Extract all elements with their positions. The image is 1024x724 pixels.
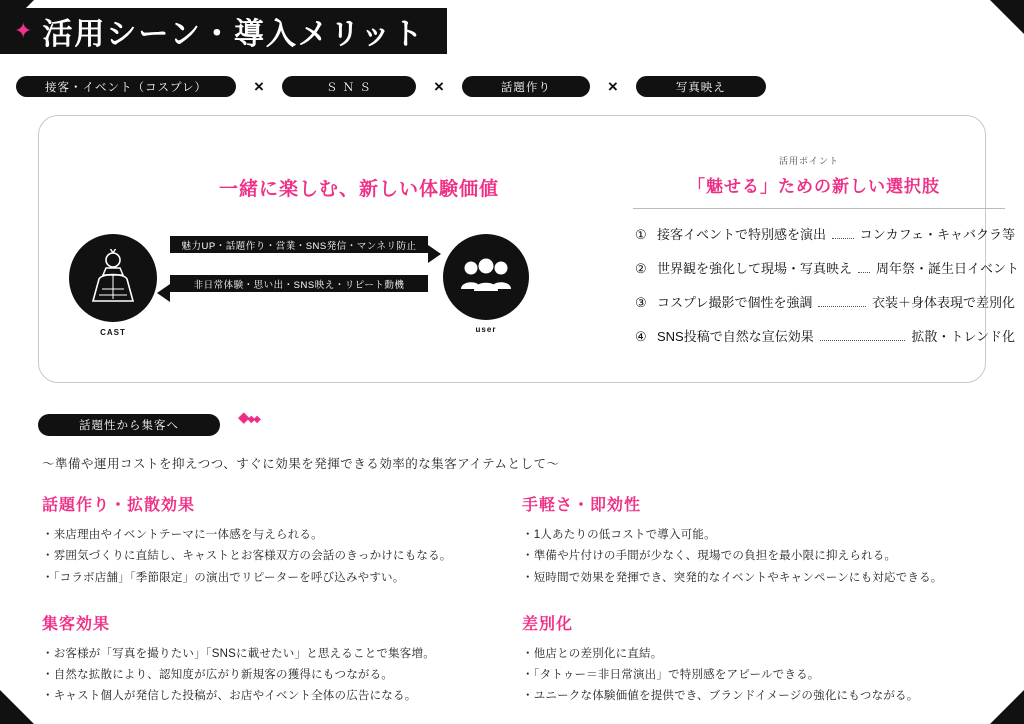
benefit-heading: 集客効果 <box>42 615 111 633</box>
usage-point-list <box>635 224 1020 360</box>
benefit-item: ・ユニークな体験価値を提供でき、ブランドイメージの強化にもつながる。 <box>522 690 919 703</box>
dot-leader <box>858 272 870 273</box>
usage-point-result: 拡散・トレンド化 <box>911 329 1015 344</box>
benefit-item: ・他店との差別化に直結。 <box>522 647 663 660</box>
benefits-column-right <box>522 492 992 724</box>
chip-separator-2: × <box>433 77 444 96</box>
keyword-chip-row <box>16 76 766 97</box>
usage-point-text: 世界観を強化して現場・写真映え <box>657 261 853 276</box>
usage-point-number: ② <box>635 261 647 276</box>
dot-leader <box>820 340 906 341</box>
usage-point-row <box>635 224 1015 243</box>
benefit-item: ・「タトゥー＝非日常演出」で特別感をアピールできる。 <box>522 669 820 682</box>
diagram-right-title: 「魅せる」ための新しい選択肢 <box>688 177 940 196</box>
benefit-item: ・「コラボ店舗」「季節限定」の演出でリピーターを呼び込みやすい。 <box>42 571 405 584</box>
dot-leader <box>818 306 866 307</box>
benefit-heading: 話題作り・拡散効果 <box>42 497 196 514</box>
sparkle-diamond-icon: ✦ <box>14 18 33 43</box>
page-title: 活用シーン・導入メリット <box>42 17 425 52</box>
cast-figure-icon <box>86 249 140 307</box>
arrow-cast-to-user <box>170 236 428 253</box>
corner-mark-top-right <box>990 0 1024 34</box>
value-diagram-card <box>38 115 1020 383</box>
arrow-head-right-icon <box>428 245 441 263</box>
dot-leader <box>832 238 854 239</box>
keyword-chip-3: 話題作り <box>462 76 590 97</box>
usage-point-text: 接客イベントで特別感を演出 <box>657 227 827 242</box>
chip-separator-1: × <box>254 77 264 96</box>
arrow-user-to-cast <box>170 275 428 292</box>
usage-point-text: コスプレ撮影で個性を強調 <box>657 295 813 310</box>
benefit-block <box>522 611 992 708</box>
section-lead-text: 〜準備や運用コストを抑えつつ、すぐに効果を発揮できる効率的な集客アイテムとして〜 <box>42 457 560 471</box>
benefit-item: ・1人あたりの低コストで導入可能。 <box>522 529 716 541</box>
usage-point-row <box>635 292 1015 311</box>
benefit-block <box>42 611 512 708</box>
cast-label: CAST <box>100 328 126 337</box>
benefit-item: ・準備や片付けの手間が少なく、現場での負担を最小限に抑えられる。 <box>522 550 897 563</box>
arrow-bottom-label: 非日常体験・思い出・SNS映え・リピート動機 <box>170 275 428 292</box>
user-avatar-circle <box>443 234 529 320</box>
corner-mark-bottom-left <box>0 690 34 724</box>
usage-point-text: SNS投稿で自然な宣伝効果 <box>657 329 814 344</box>
cast-avatar-circle <box>69 234 157 322</box>
usage-point-row <box>635 326 1015 345</box>
keyword-chip-4: 写真映え <box>636 76 766 97</box>
usage-point-number: ④ <box>635 329 647 344</box>
usage-point-number: ③ <box>635 295 647 310</box>
user-label: user <box>475 325 497 334</box>
benefit-item: ・雰囲気づくりに直結し、キャストとお客様双方の会話のきっかけにもなる。 <box>42 550 452 563</box>
benefit-heading: 手軽さ・即効性 <box>522 497 642 514</box>
section-chip-topic-to-customers: 話題性から集客へ <box>38 414 220 436</box>
page-title-bar <box>0 8 447 54</box>
benefit-item: ・自然な拡散により、認知度が広がり新規客の獲得にもつながる。 <box>42 669 393 682</box>
divider-line <box>633 208 1005 209</box>
benefit-block <box>42 492 512 589</box>
benefit-item: ・お客様が「写真を撮りたい」「SNSに載せたい」と思えることで集客増。 <box>42 647 435 660</box>
usage-point-result: 周年祭・誕生日イベント <box>876 261 1020 276</box>
keyword-chip-1: 接客・イベント（コスプレ） <box>16 76 236 97</box>
benefit-block <box>522 492 992 589</box>
diagram-right-kicker: 活用ポイント <box>778 156 839 166</box>
benefit-heading: 差別化 <box>522 615 574 633</box>
benefit-item: ・キャスト個人が発信した投稿が、お店やイベント全体の広告になる。 <box>42 690 417 703</box>
keyword-chip-2: Ｓ Ｎ Ｓ <box>282 76 416 97</box>
arrow-head-left-icon <box>157 284 170 302</box>
usage-point-row <box>635 258 1020 277</box>
benefit-item: ・短時間で効果を発揮でき、突発的なイベントやキャンペーンにも対応できる。 <box>522 571 943 584</box>
arrow-top-label: 魅力UP・話題作り・営業・SNS発信・マンネリ防止 <box>170 236 428 253</box>
diagram-left-title: 一緒に楽しむ、新しい体験価値 <box>218 179 499 200</box>
usage-point-number: ① <box>635 227 647 242</box>
benefit-item: ・来店理由やイベントテーマに一体感を与えられる。 <box>42 529 323 541</box>
users-group-icon <box>458 257 514 297</box>
usage-point-result: コンカフェ・キャバクラ等 <box>859 227 1015 242</box>
benefits-column-left <box>42 492 512 724</box>
chip-separator-3: × <box>607 77 618 96</box>
usage-point-result: 衣装＋身体表現で差別化 <box>871 295 1015 310</box>
corner-mark-bottom-right <box>990 690 1024 724</box>
sparkle-decoration-icon: ◆◆◆ <box>238 409 259 426</box>
